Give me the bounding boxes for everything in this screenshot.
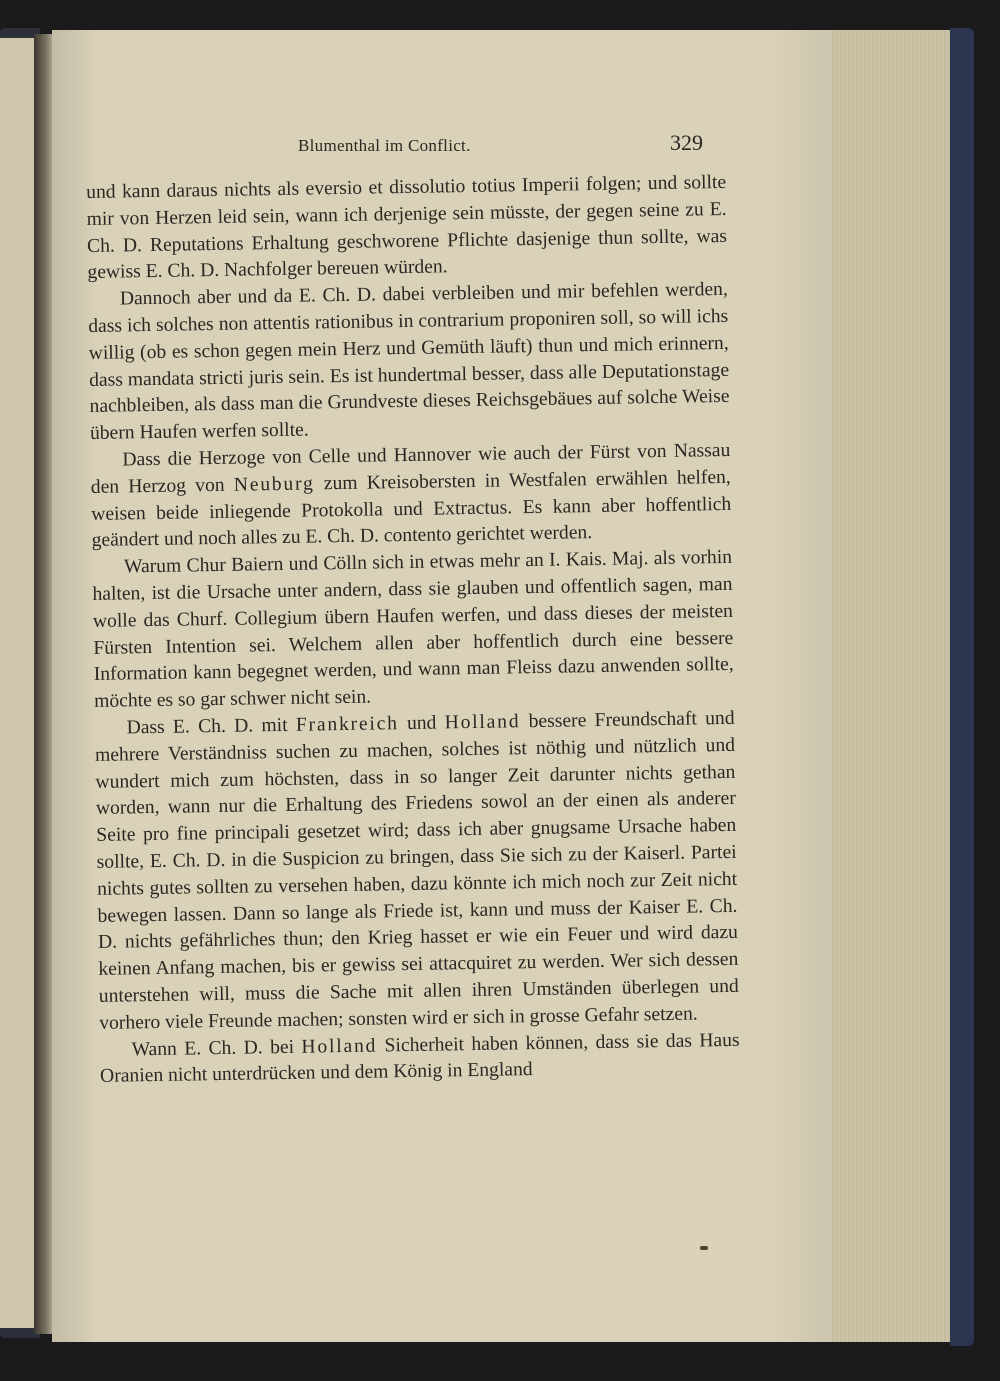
spaced-name-neuburg: Neuburg <box>233 473 315 496</box>
paragraph-4: Warum Chur Baiern und Cölln sich in etwas mehr an I. Kais. Maj. als vorhin halten, ist die Ursache unter andern, dass sie glauben und offentlich sagen, man wolle das Churf. Collegium übern Haufen werfen, und dass dieses der meisten Fürsten Intention sei. Welchem allen aber hoffentlich durch eine bessere Information kann begegnet werden, und wann man Fleiss dazu anwenden sollte, möchte es so gar schwer nicht sein. <box>92 547 734 713</box>
page-number: 329 <box>670 130 703 155</box>
spaced-name-holland: Holland <box>444 711 521 734</box>
paragraph-5-part-1: Dass E. Ch. D. mit <box>126 714 297 739</box>
paragraph-3-part-2: zum Kreisobersten in Westfalen erwählen helfen, weisen beide inliegende Protokolla und Extractus. Es kann aber hoffentlich geändert und noch alles zu E. Ch. D. contento gerichtet werden. <box>91 466 732 552</box>
page-header <box>52 130 832 166</box>
paragraph-6 <box>99 1027 740 1091</box>
paragraph-3 <box>90 438 732 555</box>
paragraph-3-part-1: Dass die Herzoge von Celle und Hannover wie auch der Fürst von Nassau den Herzog von <box>90 439 731 498</box>
book-gutter <box>34 34 54 1334</box>
paragraph-5-part-2: und <box>398 712 445 735</box>
body-text <box>86 170 740 1091</box>
spaced-name-holland-2: Holland <box>301 1035 378 1058</box>
previous-page-edge <box>0 38 34 1328</box>
paragraph-5 <box>94 706 739 1038</box>
paragraph-1: und kann daraus nichts als eversio et dissolutio totius Imperii folgen; und sollte mir von Herzen leid sein, wann ich derjenige sein müsste, der gegen seine zu E. Ch. D. Reputations Erhaltung geschworene Pflichte dasjenige thun sollte, was gewiss E. Ch. D. Nachfolger bereuen würden. <box>86 171 728 284</box>
ink-smudge <box>700 1246 708 1250</box>
paragraph-6-part-2: Sicherheit haben können, dass sie das Haus Oranien nicht unterdrücken und dem König in England <box>99 1029 740 1088</box>
spaced-name-frankreich: Frankreich <box>295 713 399 736</box>
paragraph-5-part-3: bessere Freundschaft und mehrere Verständniss suchen zu machen, solches ist nöthig und nützlich und wundert mich zum höchsten, dass in so langer Zeit darunter nichts gethan worden, wann nur die Erhaltung des Friedens sowol an der einen als anderer Seite pro fine principali gesetzet wird; dass ich aber gnugsame Ursache haben sollte, E. Ch. D. in die Suspicion zu bringen, dass Sie sich zu der Kaiserl. Partei nichts gutes sollten zu versehen haben, dazu könnte ich mich noch zur Zeit nicht bewegen lassen. Dann so lange als Friede ist, kann und muss der Kaiser E. Ch. D. nichts gefährliches thun; den Krieg hasset er wie ein Feuer und wird dazu keinen Anfang machen, bis er gewiss sei attacquiret zu werden. Wer sich dessen unterstehen will, muss die Sache mit allen ihren Umständen überlegen und vorhero viele Freunde machen; sonsten wird er sich in grosse Gefahr setzen. <box>94 707 739 1034</box>
running-title: Blumenthal im Conflict. <box>298 136 471 155</box>
paragraph-6-part-1: Wann E. Ch. D. bei <box>131 1036 302 1060</box>
paragraph-2: Dannoch aber und da E. Ch. D. dabei verbleiben und mir befehlen werden, dass ich solches non attentis rationibus in contrarium proponiren soll, so will ichs willig (ob es schon gegen mein Herz und Gemüth läuft) thun und mich erinnern, dass mandata stricti juris sein. Es ist hundertmal besser, dass alle Deputationstage nachbleiben, als dass man die Grundveste dieses Reichsgebäues auf solche Weise übern Haufen werfen sollte. <box>88 279 730 445</box>
book-cover-right <box>950 28 974 1346</box>
book-page <box>52 30 832 1342</box>
page-stack-edges <box>822 30 952 1342</box>
